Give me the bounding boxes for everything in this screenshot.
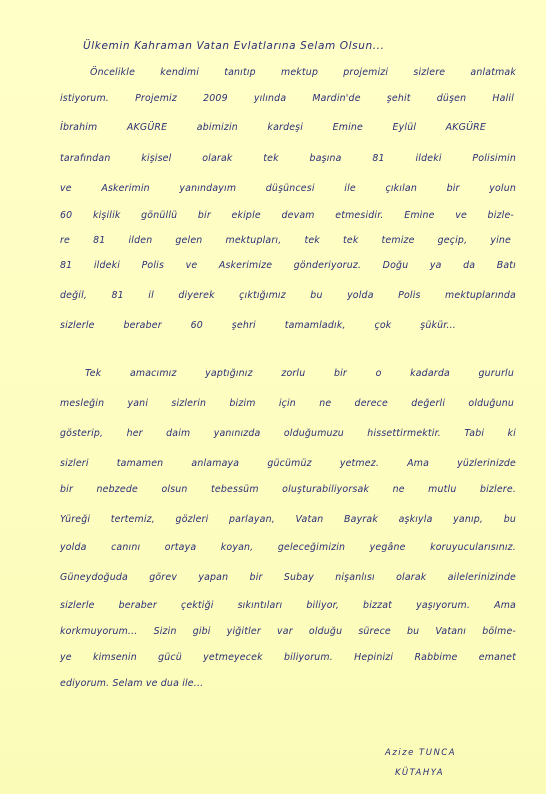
letter-line: Tek amacımız yaptığınız zorlu bir o kadarda gururlu [85, 368, 514, 379]
letter-title: Ülkemin Kahraman Vatan Evlatlarına Selam Olsun... [83, 40, 385, 52]
letter-line: Yüreği tertemiz, gözleri parlayan, Vatan Bayrak aşkıyla yanıp, bu [60, 514, 516, 525]
signature-city: KÜTAHYA [395, 768, 445, 778]
letter-line: ve Askerimin yanındayım düşüncesi ile çıkılan bir yolun [60, 183, 516, 194]
letter-line: yolda canını ortaya koyan, geleceğimizin yegâne koruyucularısınız. [60, 542, 516, 553]
letter-line: Güneydoğuda görev yapan bir Subay nişanlısı olarak ailelerinizinde [60, 572, 516, 583]
letter-line: 60 kişilik gönüllü bir ekiple devam etmesidir. Emine ve bizle- [60, 210, 514, 221]
letter-line: ediyorum. Selam ve dua ile... [60, 678, 204, 689]
signature-name: Azize TUNCA [385, 748, 457, 758]
letter-line: tarafından kişisel olarak tek başına 81 ildeki Polisimin [60, 153, 516, 164]
letter-line: ye kimsenin gücü yetmeyecek biliyorum. Hepinizi Rabbime emanet [60, 652, 516, 663]
letter-line: 81 ildeki Polis ve Askerimize gönderiyoruz. Doğu ya da Batı [60, 260, 516, 271]
letter-line: korkmuyorum... Sizin gibi yiğitler var olduğu sürece bu Vatanı bölme- [60, 626, 516, 637]
letter-line: sizleri tamamen anlamaya gücümüz yetmez. Ama yüzlerinizde [60, 458, 516, 469]
letter-line: bir nebzede olsun tebessüm oluşturabiliyorsak ne mutlu bizlere. [60, 484, 516, 495]
letter-line: re 81 ilden gelen mektupları, tek tek temize geçip, yine [60, 235, 511, 246]
letter-line: değil, 81 il diyerek çıktığımız bu yolda Polis mektuplarında [60, 290, 516, 301]
letter-line: sizlerle beraber 60 şehri tamamladık, çok şükür... [60, 320, 456, 331]
letter-line: mesleğin yani sizlerin bizim için ne derece değerli olduğunu [60, 398, 514, 409]
letter-line: sizlerle beraber çektiği sıkıntıları biliyor, bizzat yaşıyorum. Ama [60, 600, 516, 611]
letter-line: Öncelikle kendimi tanıtıp mektup projemizi sizlere anlatmak [90, 67, 516, 78]
letter-line: gösterip, her daim yanınızda olduğumuzu hissettirmektir. Tabi ki [60, 428, 516, 439]
letter-line: istiyorum. Projemiz 2009 yılında Mardin'de şehit düşen Halil [60, 93, 514, 104]
letter-line: İbrahim AKGÜRE abimizin kardeşi Emine Eylül AKGÜRE [60, 122, 486, 133]
